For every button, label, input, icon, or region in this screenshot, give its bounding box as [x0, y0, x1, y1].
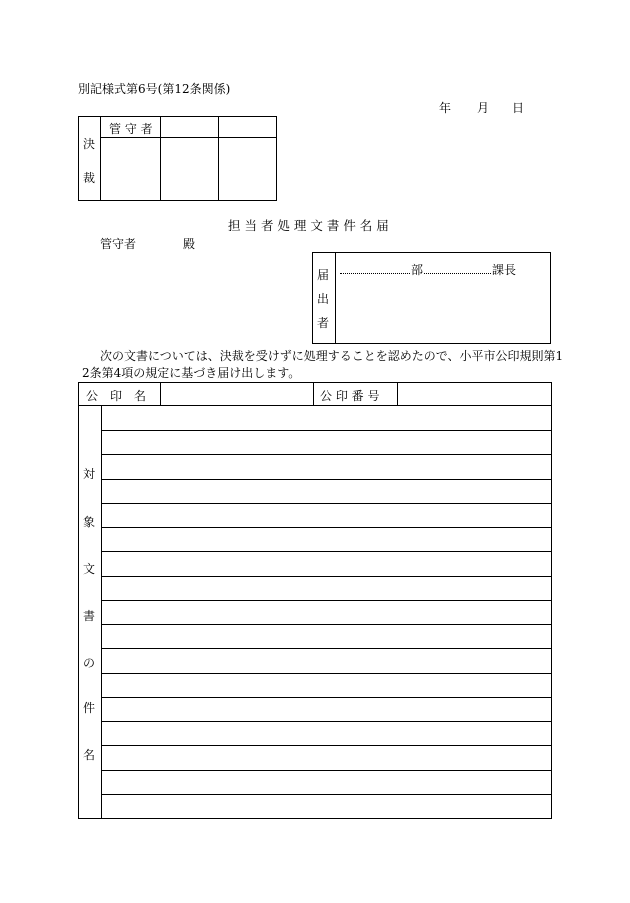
target-side-label-5: の [82, 656, 95, 670]
table-row[interactable] [104, 555, 548, 573]
table-row-divider [101, 600, 552, 601]
table-row[interactable] [104, 580, 548, 598]
submitter-side-label-2: 出 [316, 292, 329, 306]
approval-stamp-cell-1[interactable] [101, 138, 160, 200]
table-row-divider [101, 648, 552, 649]
table-row-divider [101, 527, 552, 528]
table-row[interactable] [104, 531, 548, 549]
table-row-divider [101, 624, 552, 625]
date-month-label: 月 [477, 101, 490, 115]
table-row[interactable] [104, 410, 548, 428]
dept-input-line[interactable] [340, 273, 410, 274]
table-row[interactable] [104, 652, 548, 670]
seal-name-field[interactable] [161, 383, 313, 405]
table-row[interactable] [104, 725, 548, 743]
target-side-label-3: 文 [82, 562, 95, 576]
target-side-label-2: 象 [82, 515, 95, 529]
target-side-label-7: 名 [82, 748, 95, 762]
table-row-divider [101, 454, 552, 455]
seal-name-label: 公 印 名 [86, 389, 147, 403]
table-row[interactable] [104, 677, 548, 695]
body-text-line-2: 2条第4項の規定に基づき届け出します。 [82, 366, 301, 380]
target-side-label-4: 書 [82, 609, 95, 623]
approval-stamp-cell-3[interactable] [219, 138, 276, 200]
table-row[interactable] [104, 458, 548, 476]
target-side-label-1: 対 [82, 467, 95, 481]
table-row-divider [101, 745, 552, 746]
section-input-line[interactable] [424, 273, 491, 274]
table-row-divider [101, 697, 552, 698]
table-row-divider [101, 794, 552, 795]
table-row-divider [101, 551, 552, 552]
seal-number-label: 公 印 番 号 [320, 389, 380, 403]
table-row-divider [101, 770, 552, 771]
date-day-label: 日 [512, 101, 525, 115]
target-side-label-6: 件 [82, 701, 95, 715]
table-row-divider [101, 673, 552, 674]
manager-label: 管 守 者 [109, 122, 153, 136]
table-row-divider [101, 430, 552, 431]
section-chief-label: 課長 [492, 263, 517, 277]
date-year-label: 年 [439, 101, 452, 115]
table-row[interactable] [104, 434, 548, 452]
addressee-honorific: 殿 [183, 237, 196, 251]
table-row-divider [101, 576, 552, 577]
approval-stamp-cell-2[interactable] [161, 138, 218, 200]
submitter-side-label-3: 者 [316, 316, 329, 330]
dept-label: 部 [411, 263, 424, 277]
addressee-label: 管守者 [100, 237, 137, 251]
table-row-divider [101, 503, 552, 504]
submitter-side-label-1: 届 [316, 268, 329, 282]
table-row[interactable] [104, 628, 548, 646]
table-row[interactable] [104, 507, 548, 525]
form-number: 別記様式第6号(第12条関係) [78, 82, 231, 96]
table-row[interactable] [104, 749, 548, 767]
table-row-divider [101, 479, 552, 480]
table-row[interactable] [104, 701, 548, 719]
table-row[interactable] [104, 798, 548, 816]
document-title: 担 当 者 処 理 文 書 件 名 届 [228, 218, 389, 233]
seal-number-field[interactable] [398, 383, 551, 405]
table-row[interactable] [104, 483, 548, 501]
approval-side-label-2: 裁 [82, 171, 95, 185]
table-row-divider [101, 721, 552, 722]
body-text-line-1: 次の文書については、決裁を受けずに処理することを認めたので、小平市公印規則第1 [100, 349, 564, 363]
approval-side-label-1: 決 [82, 137, 95, 151]
table-row[interactable] [104, 604, 548, 622]
table-row[interactable] [104, 774, 548, 792]
